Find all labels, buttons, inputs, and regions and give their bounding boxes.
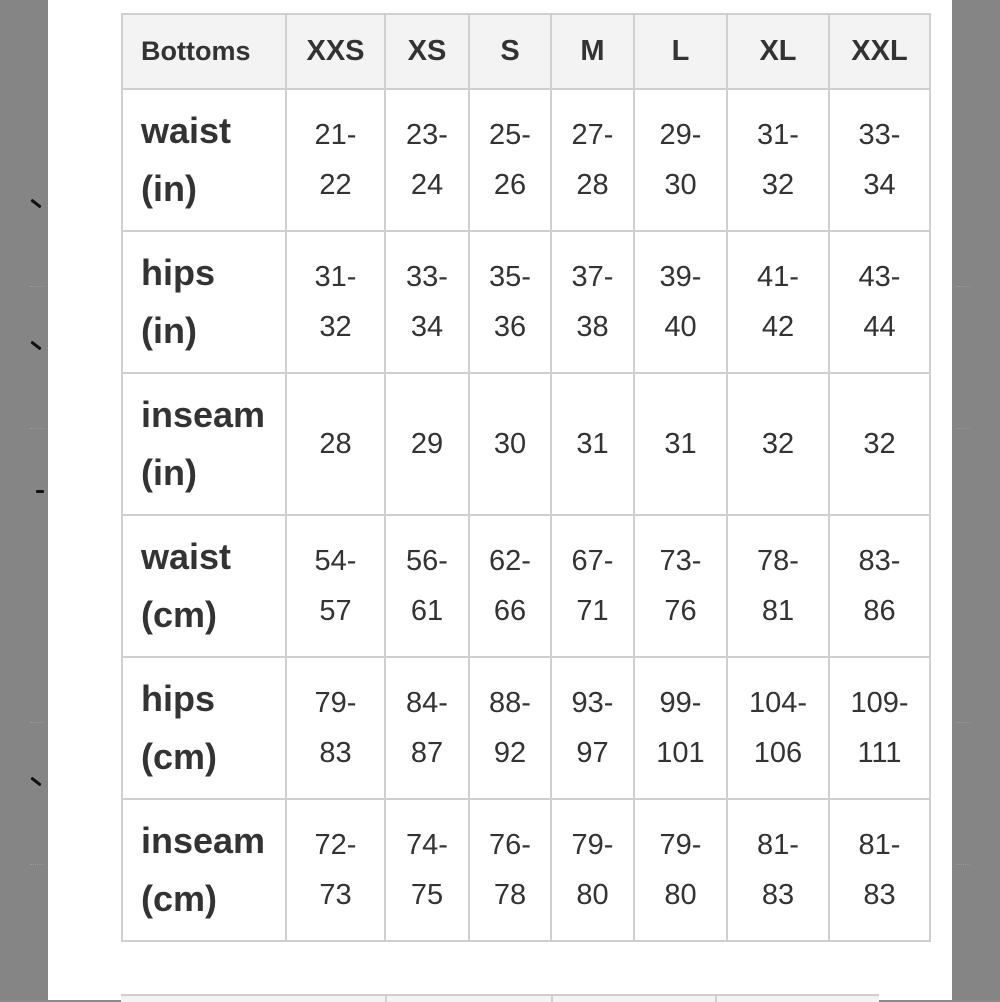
measurement-value: 25- 26 xyxy=(469,89,551,231)
measurement-label: inseam (in) xyxy=(122,373,286,515)
measurement-value: 31- 32 xyxy=(727,89,829,231)
measurement-label: hips (in) xyxy=(122,231,286,373)
measurement-value: 78- 81 xyxy=(727,515,829,657)
backdrop-divider xyxy=(30,286,44,287)
measurement-value: 41- 42 xyxy=(727,231,829,373)
backdrop-divider xyxy=(30,428,44,429)
measurement-value: 39- 40 xyxy=(634,231,727,373)
table-row xyxy=(122,515,930,657)
measurement-value: 56- 61 xyxy=(385,515,469,657)
measurement-value: 88- 92 xyxy=(469,657,551,799)
measurement-value: 29- 30 xyxy=(634,89,727,231)
measurement-value: 62- 66 xyxy=(469,515,551,657)
size-chart-table xyxy=(121,13,931,942)
size-header-l: L xyxy=(634,14,727,89)
column-divider xyxy=(385,996,387,1002)
measurement-value: 43- 44 xyxy=(829,231,930,373)
backdrop-divider xyxy=(30,722,44,723)
measurement-value: 67- 71 xyxy=(551,515,634,657)
backdrop-divider xyxy=(956,722,970,723)
measurement-value: 81- 83 xyxy=(727,799,829,941)
measurement-value: 93- 97 xyxy=(551,657,634,799)
measurement-value: 74- 75 xyxy=(385,799,469,941)
measurement-value: 27- 28 xyxy=(551,89,634,231)
measurement-value: 79- 83 xyxy=(286,657,385,799)
table-row xyxy=(122,373,930,515)
size-header-xl: XL xyxy=(727,14,829,89)
table-row xyxy=(122,231,930,373)
measurement-value: 32 xyxy=(727,373,829,515)
measurement-value: 23- 24 xyxy=(385,89,469,231)
size-header-s: S xyxy=(469,14,551,89)
measurement-value: 79- 80 xyxy=(634,799,727,941)
measurement-value: 109- 111 xyxy=(829,657,930,799)
measurement-value: 31 xyxy=(634,373,727,515)
measurement-value: 79- 80 xyxy=(551,799,634,941)
next-table-top-edge xyxy=(121,994,879,1002)
backdrop-divider xyxy=(956,864,970,865)
measurement-value: 104- 106 xyxy=(727,657,829,799)
measurement-value: 31 xyxy=(551,373,634,515)
backdrop-divider xyxy=(956,428,970,429)
measurement-value: 37- 38 xyxy=(551,231,634,373)
measurement-value: 83- 86 xyxy=(829,515,930,657)
measurement-value: 28 xyxy=(286,373,385,515)
measurement-value: 99- 101 xyxy=(634,657,727,799)
measurement-value: 33- 34 xyxy=(829,89,930,231)
table-row xyxy=(122,657,930,799)
measurement-label: inseam (cm) xyxy=(122,799,286,941)
table-row xyxy=(122,799,930,941)
measurement-label: waist (in) xyxy=(122,89,286,231)
size-header-row xyxy=(122,14,930,89)
measurement-label: waist (cm) xyxy=(122,515,286,657)
measurement-value: 72- 73 xyxy=(286,799,385,941)
measurement-value: 29 xyxy=(385,373,469,515)
backdrop-divider xyxy=(30,864,44,865)
size-header-xxs: XXS xyxy=(286,14,385,89)
column-divider xyxy=(551,996,553,1002)
measurement-value: 54- 57 xyxy=(286,515,385,657)
measurement-value: 35- 36 xyxy=(469,231,551,373)
measurement-value: 21- 22 xyxy=(286,89,385,231)
size-header-xxl: XXL xyxy=(829,14,930,89)
measurement-value: 76- 78 xyxy=(469,799,551,941)
size-header-m: M xyxy=(551,14,634,89)
measurement-value: 81- 83 xyxy=(829,799,930,941)
column-divider xyxy=(715,996,717,1002)
measurement-value: 32 xyxy=(829,373,930,515)
table-corner-label: Bottoms xyxy=(122,14,286,89)
size-header-xs: XS xyxy=(385,14,469,89)
measurement-value: 73- 76 xyxy=(634,515,727,657)
table-row xyxy=(122,89,930,231)
measurement-value: 33- 34 xyxy=(385,231,469,373)
backdrop-divider xyxy=(956,286,970,287)
measurement-label: hips (cm) xyxy=(122,657,286,799)
measurement-value: 84- 87 xyxy=(385,657,469,799)
measurement-value: 30 xyxy=(469,373,551,515)
backdrop-mark xyxy=(36,490,44,493)
measurement-value: 31- 32 xyxy=(286,231,385,373)
